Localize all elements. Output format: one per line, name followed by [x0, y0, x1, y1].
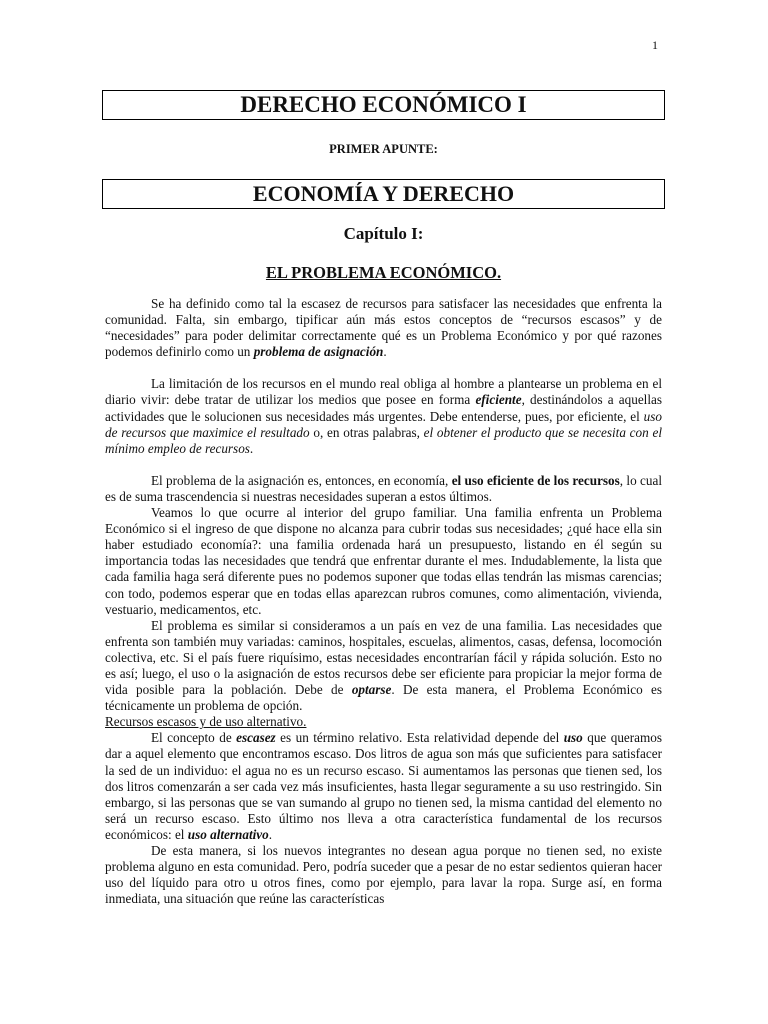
emphasis: eficiente	[475, 392, 522, 408]
page-number: 1	[652, 38, 658, 52]
emphasis: optarse	[351, 682, 392, 698]
paragraph-1: Se ha definido como tal la escasez de recursos para satisfacer las necesidades que enfrenta la comunidad. Falta, sin embargo, tipificar aún más estos conceptos de “recursos escasos” y de “necesidades” para poder delimitar correctamente qué es un Problema Económico y por qué razones podemos definirlo como un problema de asignación.	[105, 296, 662, 360]
emphasis: uso de recursos que maximice el resultado	[105, 408, 662, 440]
emphasis: uso	[563, 730, 583, 746]
emphasis: , el obtener el producto que se necesita con el mínimo empleo de recursos	[105, 424, 662, 456]
emphasis: el uso eficiente de los recursos	[451, 472, 620, 488]
emphasis: escasez	[236, 730, 276, 746]
paragraph-4: Veamos lo que ocurre al interior del grupo familiar. Una familia enfrenta un Problema Económico si el ingreso de que dispone no alcanza para cubrir todas sus necesidades; ¿qué hace ella sin haber estudiado economía?: una familia ordenada hará un presupuesto, listando en él según su importancia todas las necesidades que tendrá que enfrentar durante el mes. Indudablemente, la lista que cada familia haga será diferente pues no podemos suponer que todas ellas tendrán las mismas carencias; con todo, podemos esperar que en todas ellas aparezcan rubros comunes, como alimentación, vivienda, vestuario, medicamentos, etc.	[105, 505, 662, 617]
paragraph-2: La limitación de los recursos en el mundo real obliga al hombre a plantearse un problema en el diario vivir: debe tratar de utilizar los medios que posee en forma eficiente, destinándolos a aquellas actividades que le solucionen sus necesidades más urgentes. Debe entenderse, pues, por eficiente, el uso de recursos que maximice el resultado o, en otras palabras, el obtener el producto que se necesita con el mínimo empleo de recursos.	[105, 376, 662, 456]
chapter-label: Capítulo I:	[343, 224, 424, 243]
chapter-title: EL PROBLEMA ECONÓMICO.	[265, 263, 502, 282]
paragraph-3: El problema de la asignación es, entonces, en economía, el uso eficiente de los recursos, lo cual es de suma trascendencia si nuestras necesidades superan a estos últimos.	[105, 472, 662, 504]
paragraph-5: El problema es similar si consideramos a un país en vez de una familia. Las necesidades que enfrenta son también muy variadas: caminos, hospitales, escuelas, alimentos, casas, defensa, locomoción colectiva, etc. Si el país fuere riquísimo, estas necesidades encontrarían fácil y rápida solución. Esto no es así; luego, el uso o la asignación de estos recursos debe ser eficiente para propiciar la mejor forma de vida posible para la población. Debe de optarse. De esta manera, el Problema Económico es técnicamente un problema de opción.	[105, 617, 662, 714]
document-subtitle: PRIMER APUNTE:	[329, 142, 438, 156]
document-body	[105, 296, 662, 907]
paragraph-6: El concepto de escasez es un término relativo. Esta relatividad depende del uso que queramos dar a aquel elemento que encontramos escaso. Dos litros de agua son más que suficientes para satisfacer la sed de un individuo: el agua no es un recurso escaso. Si aumentamos las personas que tienen sed, los dos litros comenzarán a ser cada vez más insuficientes, hasta llegar seguramente a su uso restringido. Sin embargo, si las personas que se van sumando al grupo no tienen sed, la misma cantidad del elemento no será un recurso escaso. Esto último nos lleva a otra característica fundamental de los recursos económicos: el uso alternativo.	[105, 730, 663, 842]
section-title-box: ECONOMÍA Y DERECHO	[102, 179, 665, 209]
emphasis: uso alternativo	[187, 826, 269, 842]
document-title: DERECHO ECONÓMICO I	[102, 90, 665, 120]
emphasis: problema de asignación	[253, 344, 384, 360]
paragraph-7: De esta manera, si los nuevos integrantes no desean agua porque no tienen sed, no existe problema alguno en esta comunidad. Pero, podría suceder que a pesar de no estar sedientos quieran hacer uso del líquido para otro u otros fines, como por ejemplo, para lavar la ropa. Surge así, en forma inmediata, una situación que reúne las características	[105, 843, 662, 907]
section-heading: Recursos escasos y de uso alternativo.	[105, 714, 307, 730]
